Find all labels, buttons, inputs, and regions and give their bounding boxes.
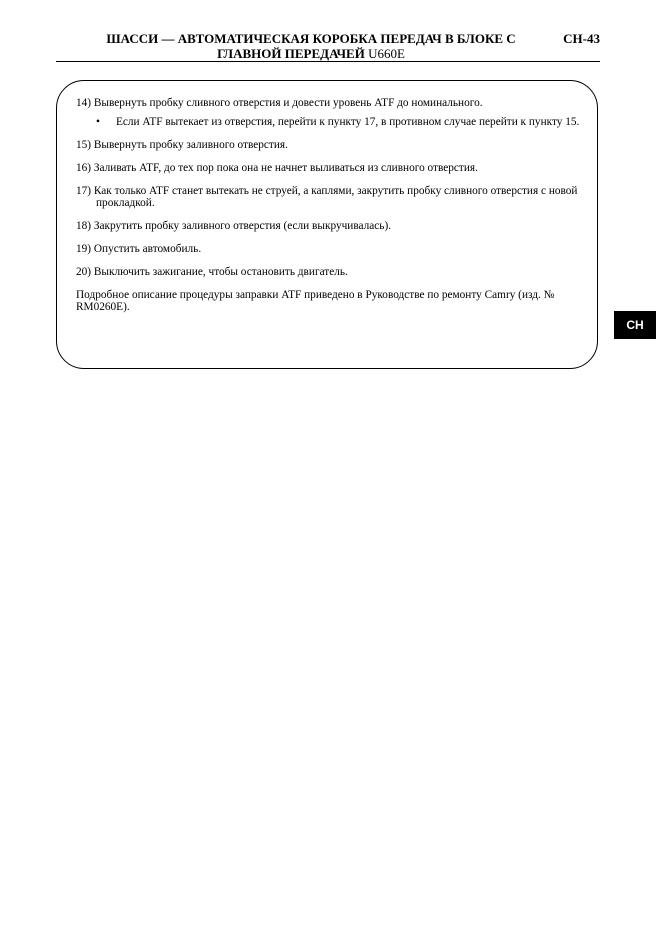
- page-header: [56, 31, 600, 61]
- step-19: 19) Опустить автомобиль.: [76, 243, 202, 255]
- step-14: 14) Вывернуть пробку сливного отверстия и довести уровень ATF до номинального.: [76, 97, 483, 109]
- header-model: U660E: [368, 46, 405, 61]
- page-number: CH-43: [563, 31, 600, 46]
- step-14-bullet-text: Если ATF вытекает из отверстия, перейти к пункту 17, в противном случае перейти к пункту 15.: [116, 116, 580, 128]
- reference-note: Подробное описание процедуры заправки ATF приведено в Руководстве по ремонту Camry (изд. № RM0260E).: [76, 289, 555, 313]
- bullet-icon: •: [96, 116, 100, 128]
- step-20: 20) Выключить зажигание, чтобы остановить двигатель.: [76, 266, 348, 278]
- step-18: 18) Закрутить пробку заливного отверстия (если выкручивалась).: [76, 220, 392, 232]
- header-title-text: — АВТОМАТИЧЕСКАЯ КОРОБКА ПЕРЕДАЧ В БЛОКЕ С ГЛАВНОЙ ПЕРЕДАЧЕЙ: [158, 31, 516, 61]
- procedure-content: [76, 97, 581, 313]
- step-15: 15) Вывернуть пробку заливного отверстия.: [76, 139, 288, 151]
- header-divider: [56, 61, 600, 62]
- step-16: 16) Заливать ATF, до тех пор пока она не начнет выливаться из сливного отверстия.: [76, 162, 478, 174]
- step-14-bullet: [96, 116, 581, 128]
- header-title: [84, 31, 538, 61]
- section-tab: CH: [614, 311, 656, 339]
- step-17: 17) Как только ATF станет вытекать не струей, а каплями, закрутить пробку сливного отверстия с новой прокладкой.: [76, 185, 578, 209]
- header-section-name: ШАССИ: [106, 31, 159, 46]
